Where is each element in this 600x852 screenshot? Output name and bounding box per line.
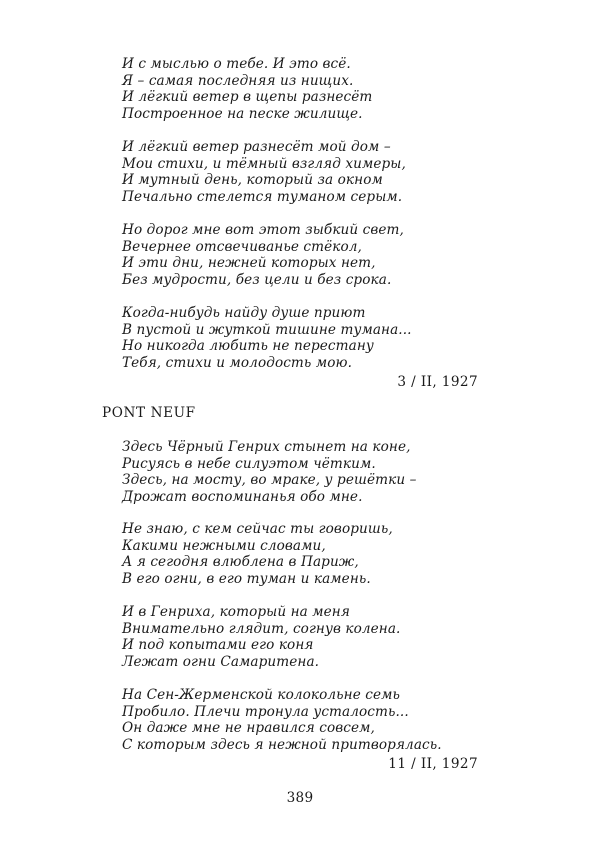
verse-line: И с мыслью о тебе. И это всё. [122,56,351,72]
verse-line: И лёгкий ветер в щепы разнесёт [122,89,373,106]
verse-line: И под копытами его коня [122,637,314,654]
verse-line: Какими нежными словами, [122,537,326,554]
verse-line: Тебя, стихи и молодость мою. [122,355,352,372]
poem2-stanza-2 [122,521,482,588]
page-number: 389 [286,790,314,806]
poem1-stanza-1 [122,56,482,123]
verse-line: Но никогда любить не перестану [122,338,374,355]
verse-line: Мои стихи, и тёмный взгляд химеры, [122,155,406,172]
verse-line: На Сен-Жерменской колокольне семь [122,687,401,703]
verse-line: Вечернее отсвечиванье стёкол, [122,238,362,255]
verse-line: Внимательно глядит, согнув колена. [122,620,401,637]
verse-line: И лёгкий ветер разнесёт мой дом – [122,139,391,155]
verse-line: Не знаю, с кем сейчас ты говоришь, [122,521,393,537]
verse-line: В его огни, в его туман и камень. [122,571,371,588]
verse-line: Здесь Чёрный Генрих стынет на коне, [122,439,411,455]
verse-line: Я – самая последняя из нищих. [122,72,354,89]
verse-line: Построенное на песке жилище. [122,106,363,123]
poem2-stanza-1 [122,439,482,506]
verse-line: Но дорог мне вот этот зыбкий свет, [122,222,404,238]
poem2-title: PONT NEUF [102,405,196,421]
verse-line: И в Генриха, который на меня [122,604,350,620]
verse-line: Печально стелется туманом серым. [122,189,403,206]
verse-line: А я сегодня влюблена в Париж, [122,554,359,571]
poem1-date: 3 / II, 1927 [397,374,478,390]
verse-line: Рисуясь в небе силуэтом чётким. [122,455,376,472]
verse-line: Здесь, на мосту, во мраке, у решётки – [122,472,417,489]
verse-line: И мутный день, который за окном [122,172,383,189]
verse-line: С которым здесь я нежной притворялась. [122,737,442,754]
verse-line: Дрожат воспоминанья обо мне. [122,489,363,506]
verse-line: Пробило. Плечи тронула усталость... [122,703,409,720]
poem1-stanza-2 [122,139,482,206]
verse-line: Когда-нибудь найду душе приют [122,305,366,321]
verse-line: Лежат огни Самаритена. [122,654,320,671]
poem2-stanza-3 [122,604,482,671]
verse-line: Без мудрости, без цели и без срока. [122,272,392,289]
poem2-date: 11 / II, 1927 [388,756,478,772]
poem1-stanza-4 [122,305,482,372]
verse-line: Он даже мне не нравился совсем, [122,720,375,737]
poem1-stanza-3 [122,222,482,289]
poem2-stanza-4 [122,687,482,754]
verse-line: И эти дни, нежней которых нет, [122,255,376,272]
verse-line: В пустой и жуткой тишине тумана... [122,321,412,338]
